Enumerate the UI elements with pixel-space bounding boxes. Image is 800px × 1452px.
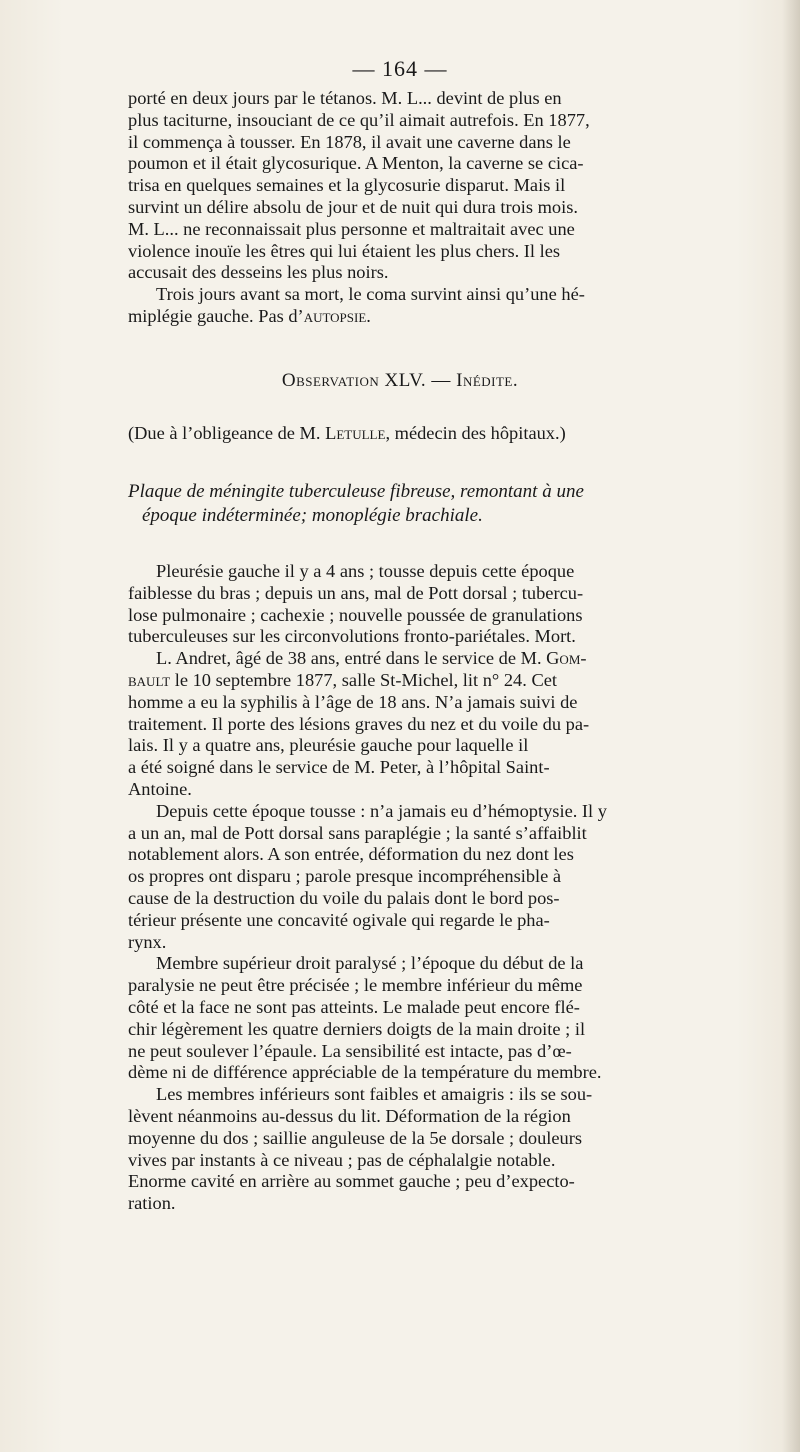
text-line: rynx. <box>128 931 167 952</box>
text-line: lais. Il y a quatre ans, pleurésie gauche pour laquelle il <box>128 735 529 756</box>
subtitle-line: époque indéterminée; monoplégie brachiale. <box>142 505 483 526</box>
para2-rest: le 10 septembre 1877, salle St-Michel, lit n° 24. Cet <box>170 669 557 690</box>
text-line: accusait des desseins les plus noirs. <box>128 262 389 283</box>
gombault-name-1: Gom- <box>546 648 587 669</box>
text-line: Depuis cette époque tousse : n’a jamais eu d’hémoptysie. Il y <box>156 800 607 821</box>
text-line <box>128 306 770 328</box>
courtesy-prefix: (Due à l’obligeance de M. <box>128 423 326 443</box>
text-line: homme a eu la syphilis à l’âge de 18 ans. N’a jamais suivi de <box>128 691 578 712</box>
courtesy-suffix: , médecin des hôpitaux.) <box>385 423 566 443</box>
text-line: lose pulmonaire ; cachexie ; nouvelle poussée de granulations <box>128 604 583 625</box>
text-line: dème ni de différence appréciable de la température du membre. <box>128 1062 602 1083</box>
courtesy-name: Letulle <box>325 423 386 443</box>
text-line: Antoine. <box>128 778 192 799</box>
text-line: lèvent néanmoins au-dessus du lit. Déformation de la région <box>128 1105 571 1126</box>
text-line: tuberculeuses sur les circonvolutions fronto-pariétales. Mort. <box>128 626 576 647</box>
gombault-name-2: bault <box>128 669 171 690</box>
page-edge-shadow <box>782 0 800 1452</box>
text-line: Membre supérieur droit paralysé ; l’époque du début de la <box>156 953 584 974</box>
text-line <box>128 284 770 306</box>
coma-text-2: miplégie gauche. Pas d’ <box>128 305 304 326</box>
text-line: il commença à tousser. En 1878, il avait une caverne dans le <box>128 131 571 152</box>
courtesy-line <box>128 423 770 444</box>
text-line: cause de la destruction du voile du palais dont le bord pos- <box>128 887 560 908</box>
text-line: Les membres inférieurs sont faibles et amaigris : ils se sou- <box>156 1084 593 1105</box>
text-line: faiblesse du bras ; depuis un ans, mal de Pott dorsal ; tubercu- <box>128 582 584 603</box>
observation-body <box>128 561 770 1215</box>
coma-text: Trois jours avant sa mort, le coma survint ainsi qu’une hé- <box>156 284 585 305</box>
text-line: notablement alors. A son entrée, déformation du nez dont les <box>128 844 574 865</box>
text-line: Pleurésie gauche il y a 4 ans ; tousse depuis cette époque <box>156 561 575 581</box>
subtitle-line: Plaque de méningite tuberculeuse fibreuse, remontant à une <box>128 481 584 502</box>
text-line <box>128 648 770 670</box>
page-number: — 164 — <box>352 56 448 81</box>
observation-subtitle <box>128 480 770 528</box>
text-line: poumon et il était glycosurique. A Menton, la caverne se cica- <box>128 153 584 174</box>
text-line: os propres ont disparu ; parole presque incompréhensible à <box>128 866 562 887</box>
text-line: paralysie ne peut être précisée ; le membre inférieur du même <box>128 975 583 996</box>
text-line <box>128 670 770 692</box>
autopsie-label: autopsie <box>303 305 367 326</box>
text-line: moyenne du dos ; saillie anguleuse de la 5e dorsale ; douleurs <box>128 1127 583 1148</box>
text-line: Enorme cavité en arrière au sommet gauche ; peu d’expecto- <box>128 1171 575 1192</box>
para2-start: L. Andret, âgé de 38 ans, entré dans le service de M. <box>156 648 547 669</box>
text-line: térieur présente une concavité ogivale qui regarde le pha- <box>128 909 550 930</box>
text-line: M. L... ne reconnaissait plus personne et maltraitait avec une <box>128 218 575 239</box>
text-line: a un an, mal de Pott dorsal sans paraplégie ; la santé s’affaiblit <box>128 822 587 843</box>
text-line: côté et la face ne sont pas atteints. Le malade peut encore flé- <box>128 996 580 1017</box>
intro-paragraph <box>128 88 770 328</box>
text-line: trisa en quelques semaines et la glycosurie disparut. Mais il <box>128 175 566 196</box>
text-line: survint un délire absolu de jour et de nuit qui dura trois mois. <box>128 196 578 217</box>
text-line: ration. <box>128 1193 176 1214</box>
text-line: chir légèrement les quatre derniers doigts de la main droite ; il <box>128 1018 586 1039</box>
coma-end: . <box>366 305 371 326</box>
text-line: porté en deux jours par le tétanos. M. L... devint de plus en <box>128 88 562 108</box>
text-line: plus taciturne, insouciant de ce qu’il aimait autrefois. En 1877, <box>128 109 590 130</box>
observation-heading: Observation XLV. — Inédite. <box>281 370 519 391</box>
text-line: traitement. Il porte des lésions graves du nez et du voile du pa- <box>128 713 590 734</box>
text-line: vives par instants à ce niveau ; pas de céphalalgie notable. <box>128 1149 556 1170</box>
text-line: ne peut soulever l’épaule. La sensibilité est intacte, pas d’œ- <box>128 1040 572 1061</box>
text-line: a été soigné dans le service de M. Peter, à l’hôpital Saint- <box>128 757 550 778</box>
text-line: violence inouïe les êtres qui lui étaient les plus chers. Il les <box>128 240 561 261</box>
